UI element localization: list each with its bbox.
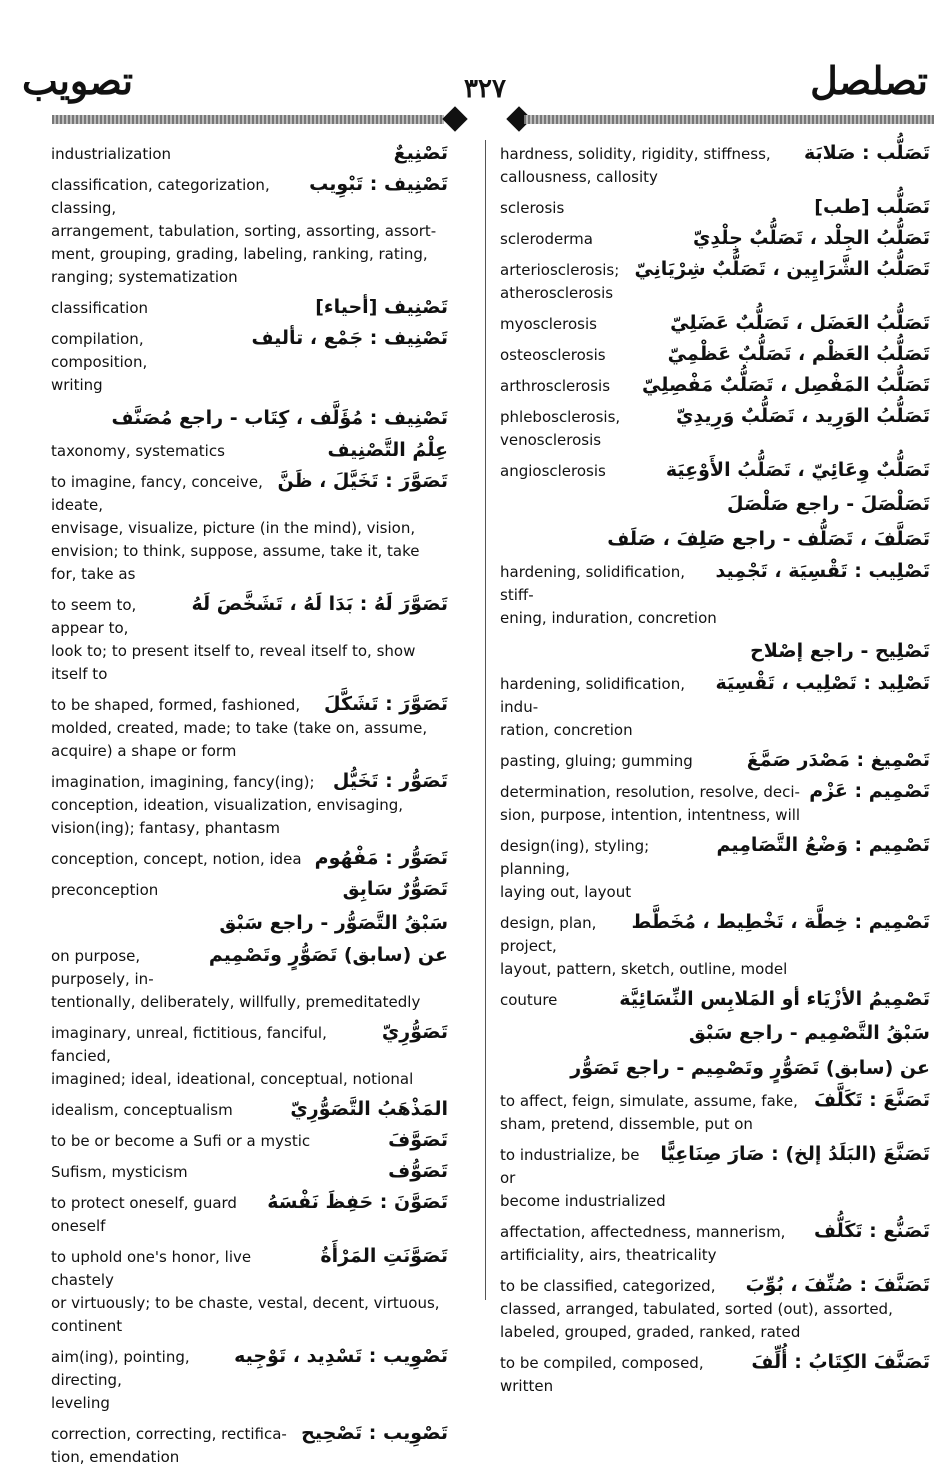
- dictionary-entry: [500, 780, 930, 827]
- dictionary-entry: [500, 560, 930, 630]
- cross-reference-entry: سَبْقُ التَّصْمِيم - راجع سَبْق: [688, 1022, 930, 1044]
- entry-definition: to be shaped, formed, fashioned,: [51, 696, 301, 714]
- entry-headword: تَصَوَّرَ : تَشَكَّلَ: [323, 693, 448, 715]
- dictionary-entry: [51, 173, 448, 289]
- entry-headword: تَصْمِيم : وَضْعُ التَّصَامِيم: [716, 834, 930, 856]
- entry-definition: design, plan, project,: [500, 914, 597, 955]
- dictionary-entry: [500, 834, 930, 904]
- dictionary-entry: [51, 296, 448, 320]
- entry-definition: couture: [500, 991, 558, 1009]
- entry-headword: تَصَلُّبُ الوَرِيد ، تَصَلُّبٌ وَرِيدِيّ: [675, 405, 930, 427]
- entry-headword: تَصَنَّفَ : صُنِّفَ ، بُوِّبَ: [745, 1274, 930, 1296]
- entry-definition-continued: for, take as: [51, 565, 136, 583]
- entry-definition: myosclerosis: [500, 315, 597, 333]
- entry-definition-continued: ment, grouping, grading, labeling, ranking, rating,: [51, 245, 428, 263]
- entry-definition-continued: continent: [51, 1317, 123, 1335]
- entry-definition: design(ing), styling; planning,: [500, 837, 650, 878]
- entry-definition-continued: tentionally, deliberately, willfully, premeditatedly: [51, 993, 421, 1011]
- entry-headword: تَصَلُّبُ العَظْم ، تَصَلُّبٌ عَظْمِيّ: [667, 343, 930, 365]
- entry-definition-continued: arrangement, tabulation, sorting, assorting, assort-: [51, 222, 437, 240]
- dictionary-entry: [500, 1351, 930, 1398]
- entry-definition: idealism, conceptualism: [51, 1101, 233, 1119]
- entry-definition: to protect oneself, guard oneself: [51, 1194, 237, 1235]
- entry-definition-continued: molded, created, made; to take (take on, assume,: [51, 719, 428, 737]
- entry-definition-continued: vision(ing); fantasy, phantasm: [51, 819, 280, 837]
- diamond-ornament-left: [442, 106, 467, 131]
- entry-definition: arteriosclerosis;: [500, 261, 620, 279]
- entry-headword: تَصْلِيد : تَصْلِيب ، تَقْسِيَة: [715, 672, 930, 694]
- entry-definition: to imagine, fancy, conceive, ideate,: [51, 473, 263, 514]
- entry-definition: classification: [51, 299, 149, 317]
- entry-definition-continued: ration, concretion: [500, 721, 633, 739]
- entry-definition: pasting, gluing; gumming: [500, 752, 693, 770]
- dictionary-entry: [51, 1345, 448, 1415]
- entry-definition: correction, correcting, rectifica-: [51, 1425, 287, 1443]
- cross-reference-entry: تَصَلَّفَ ، تَصَلُّف - راجع صَلِفَ ، صَلَف: [607, 528, 930, 550]
- dictionary-entry: [500, 258, 930, 305]
- header-rule-right: [524, 115, 934, 124]
- entry-definition-continued: or virtuously; to be chaste, vestal, decent, virtuous,: [51, 1294, 440, 1312]
- entry-headword: تَصَلُّبُ العَضَل ، تَصَلُّبٌ عَضَلِيّ: [670, 312, 930, 334]
- entry-headword: تَصَنَّعَ (البَلَدُ إلخ) : صَارَ صِنَاعِيًّا: [660, 1143, 930, 1165]
- entry-definition-continued: venosclerosis: [500, 431, 602, 449]
- entry-headword: عن (سابق) تَصَوُّرٍ وتَصْمِيم: [208, 944, 448, 966]
- entry-definition-continued: layout, pattern, sketch, outline, model: [500, 960, 788, 978]
- entry-definition-continued: written: [500, 1377, 554, 1395]
- entry-definition: on purpose, purposely, in-: [51, 947, 154, 988]
- entry-definition: sclerosis: [500, 199, 565, 217]
- entry-headword: تَصَوُّرٌ سَابِق: [342, 878, 448, 900]
- entry-headword: تَصْنِيعٌ: [393, 142, 448, 164]
- entry-definition: classification, categorization, classing,: [51, 176, 270, 217]
- entry-headword: تَصَوُّر : مَفْهُوم: [314, 847, 448, 869]
- entry-definition-continued: acquire) a shape or form: [51, 742, 237, 760]
- dictionary-entry: [51, 847, 448, 871]
- entry-headword: تَصْنِيف : تَبْوِيب: [309, 173, 448, 195]
- entry-definition-continued: writing: [51, 376, 103, 394]
- dictionary-entry: [51, 878, 448, 902]
- dictionary-entry: [500, 749, 930, 773]
- entry-headword: تَصَلُّب : صَلابَة: [804, 142, 930, 164]
- dictionary-entry: [500, 312, 930, 336]
- entry-definition-continued: envision; to think, suppose, assume, take it, take: [51, 542, 420, 560]
- entry-definition: conception, concept, notion, idea: [51, 850, 302, 868]
- entry-definition-continued: leveling: [51, 1394, 110, 1412]
- dictionary-entry: [500, 1143, 930, 1213]
- entry-definition: determination, resolution, resolve, deci-: [500, 783, 800, 801]
- dictionary-entry: [500, 1274, 930, 1344]
- header-right-word: تصلصل: [810, 58, 928, 103]
- entry-definition-continued: look to; to present itself to, reveal itself to, show: [51, 642, 416, 660]
- dictionary-entry: [51, 944, 448, 1014]
- entry-definition-continued: itself to: [51, 665, 108, 683]
- cross-reference-entry: سَبْقُ التَّصَوُّر - راجع سَبْق: [219, 912, 448, 934]
- entry-headword: تَصَوُّر : تَخَيُّل: [332, 770, 448, 792]
- dictionary-entry: [51, 327, 448, 397]
- header-left-word: تصويب: [22, 58, 134, 103]
- cross-reference-entry: تَصَلْصَلَ - راجع صَلْصَلَ: [727, 493, 930, 515]
- entry-definition: to be compiled, composed,: [500, 1354, 704, 1372]
- entry-headword: تَصَنَّفَ الكِتَابُ : أُلِّفَ: [751, 1351, 930, 1373]
- entry-definition-continued: ranging; systematization: [51, 268, 238, 286]
- dictionary-entry: [51, 1422, 448, 1469]
- entry-headword: تَصَنُّع : تَكَلُّف: [814, 1220, 930, 1242]
- entry-definition: to be classified, categorized,: [500, 1277, 716, 1295]
- dictionary-entry: [500, 142, 930, 189]
- dictionary-entry: [51, 1160, 448, 1184]
- column-divider: [485, 140, 486, 1300]
- cross-reference-entry: عن (سابق) تَصَوُّرٍ وتَصْمِيم - راجع تَصَوُّر: [570, 1057, 930, 1079]
- entry-definition: affectation, affectedness, mannerism,: [500, 1223, 786, 1241]
- entry-definition-continued: atherosclerosis: [500, 284, 614, 302]
- entry-headword: تَصَنَّعَ : تَكَلَّفَ: [814, 1089, 930, 1111]
- dictionary-entry: [500, 1089, 930, 1136]
- entry-definition: imaginary, unreal, fictitious, fanciful, fancied,: [51, 1024, 327, 1065]
- entry-definition: industrialization: [51, 145, 172, 163]
- entry-definition: to affect, feign, simulate, assume, fake,: [500, 1092, 798, 1110]
- entry-definition-continued: laying out, layout: [500, 883, 632, 901]
- entry-definition: aim(ing), pointing, directing,: [51, 1348, 190, 1389]
- entry-definition: angiosclerosis: [500, 462, 606, 480]
- dictionary-entry: [500, 672, 930, 742]
- entry-definition: osteosclerosis: [500, 346, 606, 364]
- entry-definition: hardening, solidification, stiff-: [500, 563, 685, 604]
- entry-definition: scleroderma: [500, 230, 593, 248]
- entry-headword: عِلْمُ التَّصْنِيف: [327, 439, 448, 461]
- entry-headword: تَصَلُّبُ المَفْصِل ، تَصَلُّبٌ مَفْصِلِيّ: [641, 374, 930, 396]
- entry-headword: تَصْوِيب : تَصْحِيح: [301, 1422, 448, 1444]
- entry-definition: taxonomy, systematics: [51, 442, 225, 460]
- entry-headword: تَصْنِيف [أحياء]: [315, 296, 448, 318]
- entry-headword: المَذْهَبُ التَّصَوُّرِيّ: [290, 1098, 448, 1120]
- entry-headword: تَصَوَّنَ : حَفِظَ نَفْسَهُ: [267, 1191, 448, 1213]
- entry-headword: تَصَلُّبُ الجِلْد ، تَصَلُّبٌ جِلْدِيّ: [692, 227, 930, 249]
- entry-definition: to uphold one's honor, live chastely: [51, 1248, 252, 1289]
- entry-definition-continued: sham, pretend, dissemble, put on: [500, 1115, 753, 1133]
- dictionary-entry: [51, 142, 448, 166]
- entry-headword: تَصْنِيف : جَمْع ، تأليف: [251, 327, 448, 349]
- dictionary-entry: [51, 1191, 448, 1238]
- entry-headword: تَصْوِيب : تَسْدِيد ، تَوْجِيه: [234, 1345, 448, 1367]
- entry-headword: تَصَوُّف: [388, 1160, 448, 1182]
- dictionary-entry: [500, 988, 930, 1012]
- entry-definition-continued: become industrialized: [500, 1192, 666, 1210]
- entry-definition-continued: envisage, visualize, picture (in the mind), vision,: [51, 519, 416, 537]
- dictionary-entry: [500, 343, 930, 367]
- dictionary-entry: [51, 439, 448, 463]
- dictionary-entry: [51, 593, 448, 686]
- entry-headword: تَصَلُّبُ الشَّرَايِين ، تَصَلُّبٌ شِرْيَانِيّ: [634, 258, 930, 280]
- entry-definition: preconception: [51, 881, 159, 899]
- entry-definition-continued: ening, induration, concretion: [500, 609, 717, 627]
- entry-definition: to industrialize, be or: [500, 1146, 640, 1187]
- entry-headword: تَصْمِيم : خِطَّة ، تَخْطِيط ، مُخَطَّط: [631, 911, 930, 933]
- dictionary-entry: [51, 693, 448, 763]
- entry-definition: to seem to, appear to,: [51, 596, 137, 637]
- entry-headword: تَصَوَّرَ لَهُ : بَدَا لَهُ ، تَشَخَّصَ لَهُ: [191, 593, 448, 615]
- entry-definition-continued: imagined; ideal, ideational, conceptual, notional: [51, 1070, 414, 1088]
- header-rule-left: [52, 115, 444, 124]
- entry-headword: تَصَلُّب [طب]: [814, 196, 930, 218]
- dictionary-entry: [51, 1245, 448, 1338]
- entry-definition-continued: tion, emendation: [51, 1448, 180, 1466]
- dictionary-entry: [500, 1220, 930, 1267]
- right-column: [500, 142, 930, 1405]
- dictionary-entry: [500, 374, 930, 398]
- dictionary-entry: [500, 459, 930, 483]
- page-number: ٣٢٧: [464, 74, 506, 104]
- entry-headword: تَصْلِيب : تَقْسِيَة ، تَجْمِيد: [715, 560, 930, 582]
- entry-definition-continued: sion, purpose, intention, intentness, will: [500, 806, 801, 824]
- entry-definition: phlebosclerosis,: [500, 408, 621, 426]
- entry-headword: تَصْمِيمُ الأزْيَاء أو المَلابِس النِّسَائِيَّة: [619, 988, 930, 1010]
- cross-reference-entry: تَصْنِيف : مُؤَلَّف ، كِتَاب - راجع مُصَنَّف: [111, 407, 448, 429]
- entry-definition-continued: artificiality, airs, theatricality: [500, 1246, 717, 1264]
- dictionary-entry: [51, 1129, 448, 1153]
- entry-definition: hardness, solidity, rigidity, stiffness,: [500, 145, 771, 163]
- entry-headword: تَصْمِيم : عَزْم: [809, 780, 930, 802]
- entry-headword: تَصَوَّنَتِ المَرْأَةُ: [320, 1245, 448, 1267]
- dictionary-entry: [500, 227, 930, 251]
- dictionary-entry: [500, 911, 930, 981]
- dictionary-entry: [51, 770, 448, 840]
- entry-definition-continued: classed, arranged, tabulated, sorted (out), assorted,: [500, 1300, 893, 1318]
- entry-headword: تَصَوُّرِيّ: [381, 1021, 448, 1043]
- cross-reference-entry: تَصْلِيح - راجع إصْلاح: [750, 640, 930, 662]
- entry-definition-continued: conception, ideation, visualization, envisaging,: [51, 796, 404, 814]
- dictionary-entry: [500, 405, 930, 452]
- entry-headword: تَصْمِيغ : مَصْدَر صَمَّغَ: [746, 749, 930, 771]
- left-column: [51, 142, 448, 1476]
- entry-definition: Sufism, mysticism: [51, 1163, 188, 1181]
- entry-definition-continued: callousness, callosity: [500, 168, 658, 186]
- dictionary-entry: [500, 196, 930, 220]
- entry-definition-continued: labeled, grouped, graded, ranked, rated: [500, 1323, 801, 1341]
- entry-definition: to be or become a Sufi or a mystic: [51, 1132, 311, 1150]
- dictionary-entry: [51, 1098, 448, 1122]
- entry-headword: تَصَوَّفَ: [388, 1129, 448, 1151]
- entry-headword: تَصَوَّرَ : تَخَيَّلَ ، ظَنَّ: [277, 470, 448, 492]
- entry-headword: تَصَلُّبٌ وِعَائِيّ ، تَصَلُّبُ الأَوْعِيَة: [665, 459, 930, 481]
- entry-definition: arthrosclerosis: [500, 377, 611, 395]
- dictionary-entry: [51, 1021, 448, 1091]
- entry-definition: hardening, solidification, indu-: [500, 675, 685, 716]
- entry-definition: compilation, composition,: [51, 330, 148, 371]
- entry-definition: imagination, imagining, fancy(ing);: [51, 773, 315, 791]
- dictionary-entry: [51, 470, 448, 586]
